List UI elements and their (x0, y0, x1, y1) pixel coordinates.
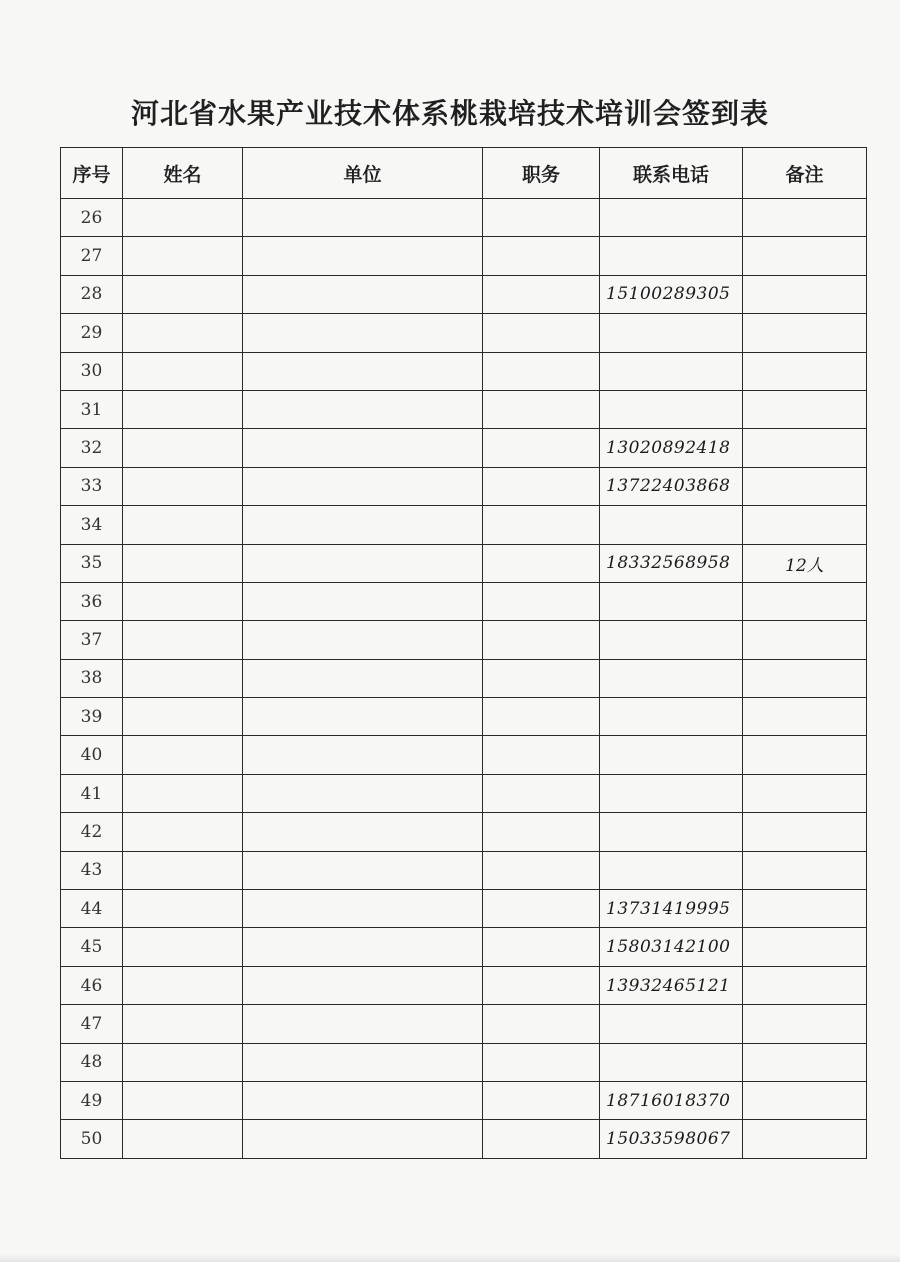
signer-name (123, 1005, 243, 1043)
row-note (743, 275, 867, 313)
header-position: 职务 (483, 148, 600, 199)
signer-name (123, 813, 243, 851)
signer-phone (600, 199, 743, 237)
row-note (743, 390, 867, 428)
signer-unit (243, 928, 483, 966)
row-number: 27 (61, 237, 123, 275)
signer-name (123, 582, 243, 620)
row-number: 42 (61, 813, 123, 851)
signer-position (483, 1043, 600, 1081)
signer-phone (600, 851, 743, 889)
table-row (61, 1005, 867, 1043)
signer-name (123, 1120, 243, 1158)
signer-unit (243, 1120, 483, 1158)
row-number: 33 (61, 467, 123, 505)
signer-phone: 13722403868 (600, 467, 743, 505)
signer-name (123, 659, 243, 697)
row-number: 37 (61, 621, 123, 659)
signer-position (483, 237, 600, 275)
row-note (743, 237, 867, 275)
table-row (61, 275, 867, 313)
signer-unit (243, 1005, 483, 1043)
table-row (61, 352, 867, 390)
table-row (61, 851, 867, 889)
table-row (61, 390, 867, 428)
row-note (743, 851, 867, 889)
header-unit: 单位 (243, 148, 483, 199)
page-title: 河北省水果产业技术体系桃栽培技术培训会签到表 (130, 97, 769, 130)
row-note (743, 621, 867, 659)
signer-phone (600, 698, 743, 736)
signer-name (123, 1043, 243, 1081)
row-number: 30 (61, 352, 123, 390)
signer-unit (243, 1081, 483, 1119)
signer-unit (243, 506, 483, 544)
signer-position (483, 506, 600, 544)
signer-phone (600, 736, 743, 774)
signer-phone (600, 659, 743, 697)
signer-unit (243, 390, 483, 428)
row-note (743, 506, 867, 544)
row-note (743, 1043, 867, 1081)
signer-phone (600, 506, 743, 544)
signer-unit (243, 544, 483, 582)
row-number: 48 (61, 1043, 123, 1081)
signer-unit (243, 966, 483, 1004)
signer-phone: 15033598067 (600, 1120, 743, 1158)
table-row (61, 890, 867, 928)
page-edge-shadow (0, 1254, 900, 1262)
signer-name (123, 467, 243, 505)
signer-phone: 15100289305 (600, 275, 743, 313)
table-row (61, 506, 867, 544)
row-number: 32 (61, 429, 123, 467)
row-note (743, 314, 867, 352)
row-number: 47 (61, 1005, 123, 1043)
signer-phone (600, 813, 743, 851)
signer-position (483, 352, 600, 390)
signer-unit (243, 582, 483, 620)
signer-phone (600, 1043, 743, 1081)
signer-unit (243, 813, 483, 851)
signer-phone (600, 352, 743, 390)
signer-position (483, 890, 600, 928)
table-row (61, 314, 867, 352)
signer-name (123, 199, 243, 237)
signer-position (483, 467, 600, 505)
signer-phone (600, 390, 743, 428)
signer-unit (243, 352, 483, 390)
row-note (743, 813, 867, 851)
signer-position (483, 813, 600, 851)
table-row (61, 467, 867, 505)
signer-name (123, 774, 243, 812)
signer-position (483, 429, 600, 467)
row-note (743, 429, 867, 467)
row-number: 34 (61, 506, 123, 544)
signer-phone (600, 1005, 743, 1043)
signer-position (483, 659, 600, 697)
row-note (743, 467, 867, 505)
signer-position (483, 582, 600, 620)
row-note (743, 352, 867, 390)
row-number: 31 (61, 390, 123, 428)
row-note (743, 928, 867, 966)
table-header-row (61, 148, 867, 199)
signer-phone: 13731419995 (600, 890, 743, 928)
table-row (61, 966, 867, 1004)
signer-name (123, 621, 243, 659)
table-row (61, 1043, 867, 1081)
signer-position (483, 390, 600, 428)
row-note (743, 659, 867, 697)
row-number: 45 (61, 928, 123, 966)
table-row (61, 199, 867, 237)
signer-phone: 18332568958 (600, 544, 743, 582)
signer-position (483, 199, 600, 237)
signer-name (123, 506, 243, 544)
row-note (743, 698, 867, 736)
row-number: 26 (61, 199, 123, 237)
signer-unit (243, 429, 483, 467)
row-number: 43 (61, 851, 123, 889)
signer-position (483, 1120, 600, 1158)
table-body (61, 199, 867, 1159)
row-note (743, 582, 867, 620)
row-number: 41 (61, 774, 123, 812)
signer-unit (243, 890, 483, 928)
signer-name (123, 237, 243, 275)
table-row (61, 698, 867, 736)
table-row (61, 659, 867, 697)
row-number: 38 (61, 659, 123, 697)
signer-position (483, 774, 600, 812)
signer-unit (243, 774, 483, 812)
signer-position (483, 851, 600, 889)
row-number: 39 (61, 698, 123, 736)
signer-unit (243, 199, 483, 237)
signer-name (123, 314, 243, 352)
signer-position (483, 544, 600, 582)
row-number: 40 (61, 736, 123, 774)
row-note (743, 966, 867, 1004)
signer-name (123, 1081, 243, 1119)
signer-name (123, 390, 243, 428)
signer-name (123, 698, 243, 736)
signer-position (483, 966, 600, 1004)
signer-phone: 13020892418 (600, 429, 743, 467)
row-note (743, 1120, 867, 1158)
signer-unit (243, 1043, 483, 1081)
table-row (61, 237, 867, 275)
signer-name (123, 736, 243, 774)
row-number: 50 (61, 1120, 123, 1158)
signer-unit (243, 621, 483, 659)
signer-name (123, 966, 243, 1004)
signer-phone (600, 621, 743, 659)
row-note (743, 1005, 867, 1043)
signer-unit (243, 736, 483, 774)
table-row (61, 813, 867, 851)
row-note (743, 1081, 867, 1119)
signer-unit (243, 851, 483, 889)
table-row (61, 582, 867, 620)
row-number: 49 (61, 1081, 123, 1119)
signer-unit (243, 237, 483, 275)
signer-phone: 13932465121 (600, 966, 743, 1004)
signer-name (123, 429, 243, 467)
table-row (61, 1081, 867, 1119)
row-note (743, 890, 867, 928)
signer-position (483, 275, 600, 313)
table-row (61, 774, 867, 812)
signer-unit (243, 467, 483, 505)
signer-position (483, 314, 600, 352)
table-row (61, 429, 867, 467)
signer-position (483, 1081, 600, 1119)
signer-unit (243, 659, 483, 697)
signer-unit (243, 275, 483, 313)
signer-name (123, 544, 243, 582)
row-note (743, 199, 867, 237)
table-row (61, 736, 867, 774)
signer-phone (600, 582, 743, 620)
signer-phone (600, 237, 743, 275)
signer-name (123, 928, 243, 966)
signer-unit (243, 314, 483, 352)
signer-name (123, 851, 243, 889)
row-number: 44 (61, 890, 123, 928)
table-row (61, 544, 867, 582)
table-row (61, 928, 867, 966)
signer-phone: 15803142100 (600, 928, 743, 966)
row-number: 28 (61, 275, 123, 313)
sign-in-table (60, 147, 867, 1159)
signer-position (483, 928, 600, 966)
row-number: 36 (61, 582, 123, 620)
signer-phone (600, 774, 743, 812)
table-row (61, 621, 867, 659)
table-row (61, 1120, 867, 1158)
row-note (743, 736, 867, 774)
header-name: 姓名 (123, 148, 243, 199)
signer-name (123, 352, 243, 390)
row-note: 12人 (743, 544, 867, 582)
header-note: 备注 (743, 148, 867, 199)
row-note (743, 774, 867, 812)
signer-name (123, 275, 243, 313)
row-number: 29 (61, 314, 123, 352)
row-number: 46 (61, 966, 123, 1004)
header-no: 序号 (61, 148, 123, 199)
signer-position (483, 621, 600, 659)
row-number: 35 (61, 544, 123, 582)
signer-name (123, 890, 243, 928)
signer-position (483, 698, 600, 736)
signer-unit (243, 698, 483, 736)
signer-position (483, 1005, 600, 1043)
signer-phone: 18716018370 (600, 1081, 743, 1119)
header-phone: 联系电话 (600, 148, 743, 199)
signer-position (483, 736, 600, 774)
signer-phone (600, 314, 743, 352)
